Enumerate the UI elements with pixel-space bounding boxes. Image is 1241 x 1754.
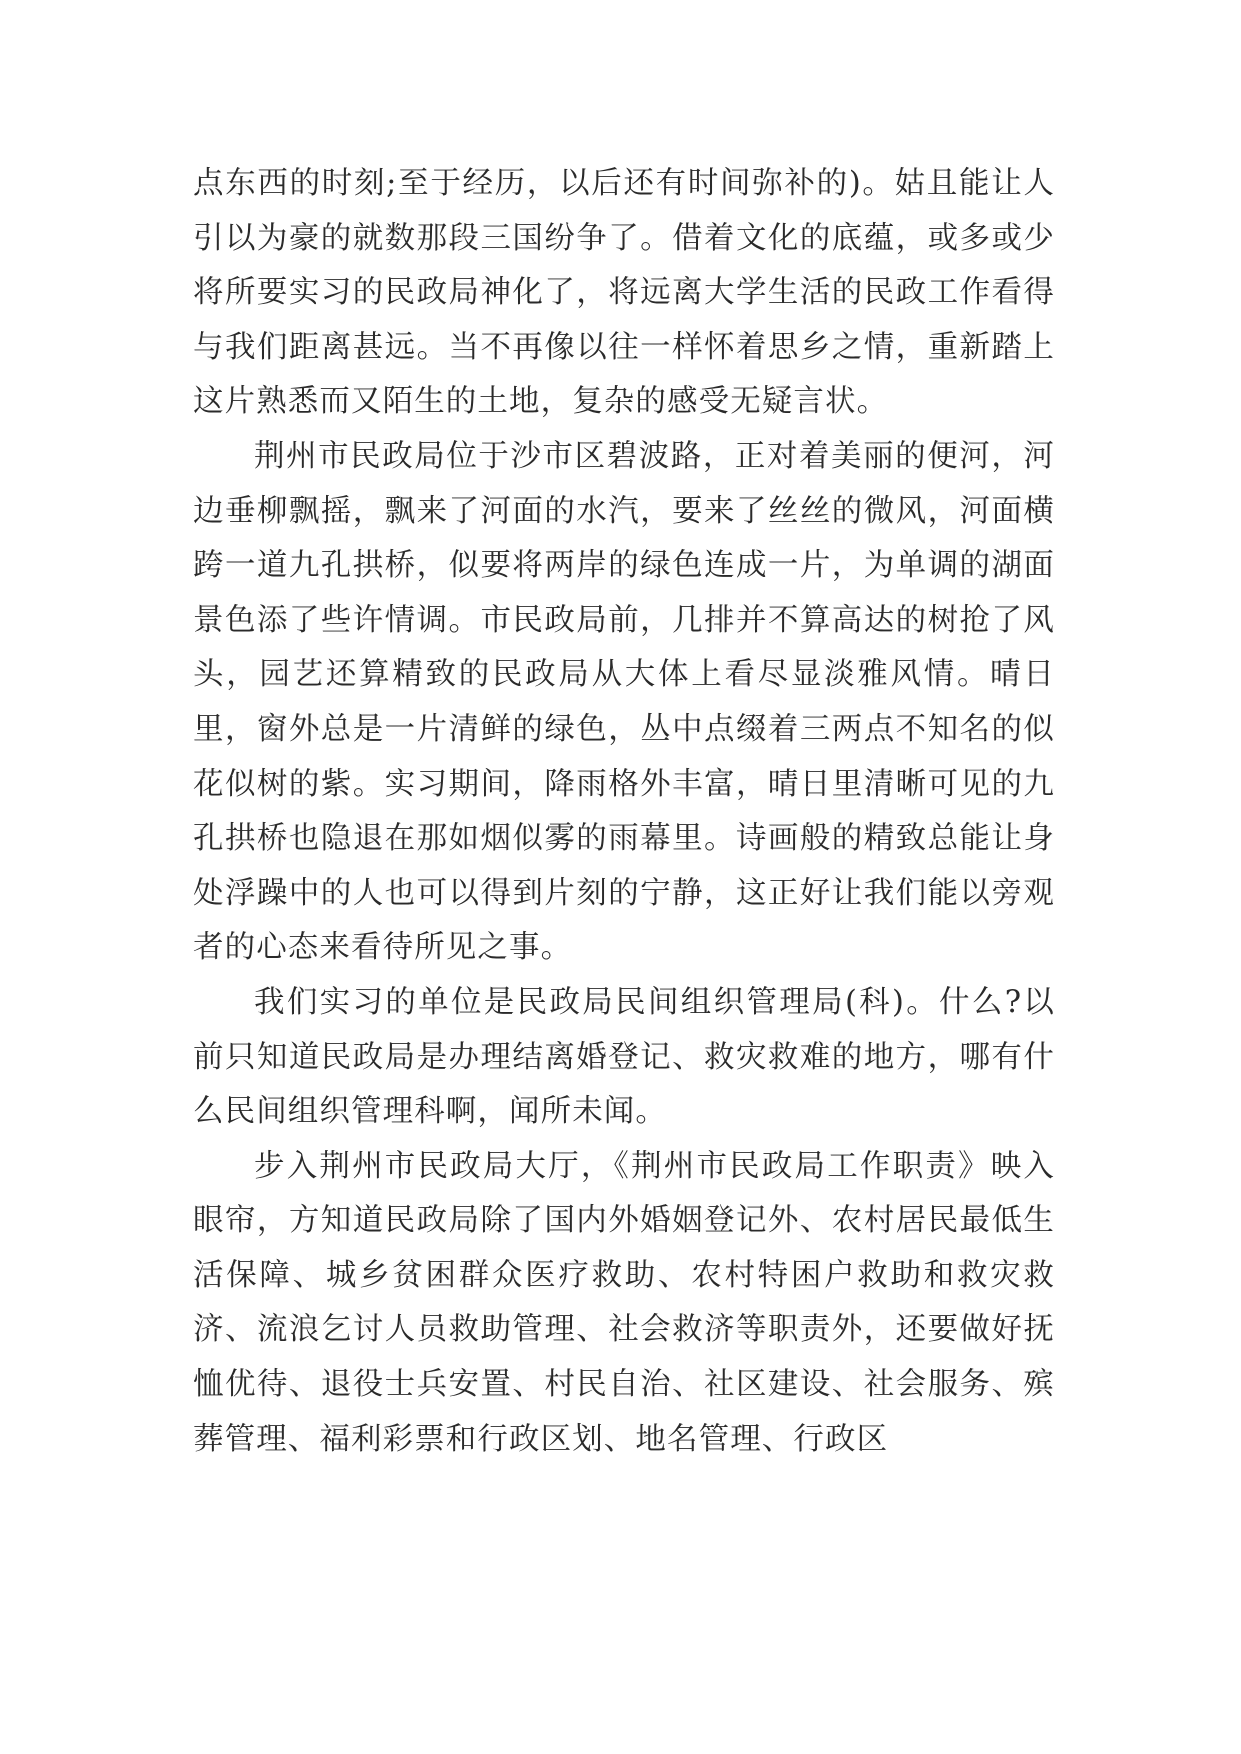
paragraph-3: 我们实习的单位是民政局民间组织管理局(科)。什么?以前只知道民政局是办理结离婚登记、救灾救难的地方，哪有什么民间组织管理科啊，闻所未闻。	[193, 984, 1055, 1130]
document-body	[193, 157, 1055, 1467]
paragraph-1: 点东西的时刻;至于经历，以后还有时间弥补的)。姑且能让人引以为豪的就数那段三国纷争了。借着文化的底蕴，或多或少将所要实习的民政局神化了，将远离大学生活的民政工作看得与我们距离甚远。当不再像以往一样怀着思乡之情，重新踏上这片熟悉而又陌生的土地，复杂的感受无疑言状。	[193, 166, 1055, 420]
paragraph-4: 步入荆州市民政局大厅，《荆州市民政局工作职责》映入眼帘，方知道民政局除了国内外婚姻登记外、农村居民最低生活保障、城乡贫困群众医疗救助、农村特困户救助和救灾救济、流浪乞讨人员救助管理、社会救济等职责外，还要做好抚恤优待、退役士兵安置、村民自治、社区建设、社会服务、殡葬管理、福利彩票和行政区划、地名管理、行政区	[193, 1148, 1055, 1457]
paragraph-2: 荆州市民政局位于沙市区碧波路，正对着美丽的便河，河边垂柳飘摇，飘来了河面的水汽，要来了丝丝的微风，河面横跨一道九孔拱桥，似要将两岸的绿色连成一片，为单调的湖面景色添了些许情调。市民政局前，几排并不算高达的树抢了风头，园艺还算精致的民政局从大体上看尽显淡雅风情。晴日里，窗外总是一片清鲜的绿色，丛中点缀着三两点不知名的似花似树的紫。实习期间，降雨格外丰富，晴日里清晰可见的九孔拱桥也隐退在那如烟似雾的雨幕里。诗画般的精致总能让身处浮躁中的人也可以得到片刻的宁静，这正好让我们能以旁观者的心态来看待所见之事。	[193, 438, 1055, 966]
